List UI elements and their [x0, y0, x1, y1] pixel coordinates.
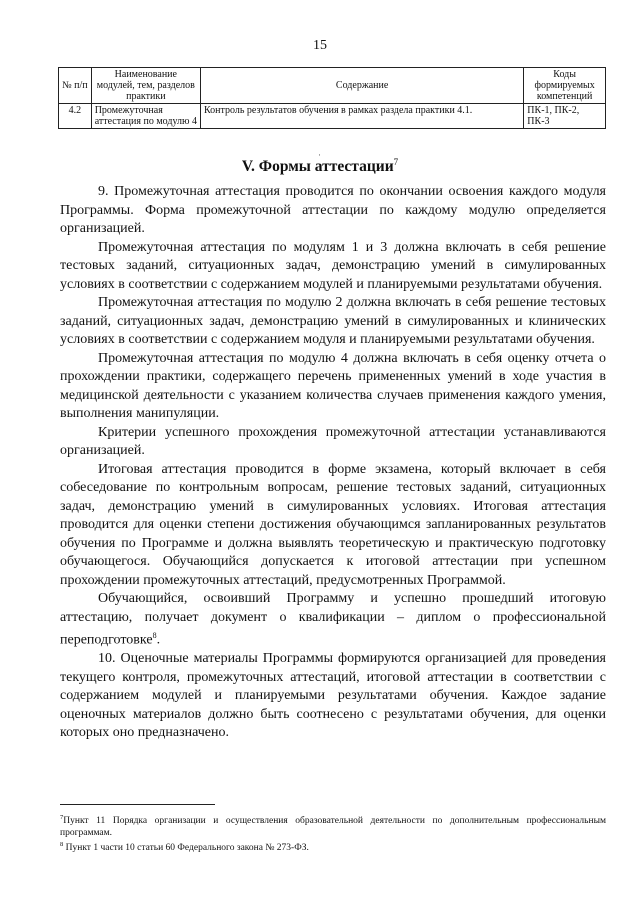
- col-header-module-name: Наименование модулей, тем, разделов практики: [91, 68, 200, 104]
- cell-content: Контроль результатов обучения в рамках раздела практики 4.1.: [200, 104, 523, 129]
- paragraph-module-2: Промежуточная аттестация по модулю 2 должна включать в себя решение тестовых заданий, ситуационных задач, демонстрацию умений в симулированных и клинических условиях в соответствии с содержанием модуля и планируемыми результатами обучения.: [60, 295, 606, 347]
- col-header-content: Содержание: [200, 68, 523, 104]
- paragraph-diploma-text: Обучающийся, освоивший Программу и успешно прошедший итоговую аттестацию, получает документ о квалификации – диплом о профессиональной переподготовке: [60, 591, 606, 648]
- paragraph-criteria: Критерии успешного прохождения промежуточной аттестации устанавливаются организацией.: [60, 424, 606, 458]
- footnote-7: [60, 812, 606, 839]
- paragraph-diploma: [60, 590, 606, 650]
- footnote-text: Пункт 1 части 10 статьи 60 Федерального закона № 273-ФЗ.: [63, 843, 309, 854]
- section-title-text: V. Формы аттестации: [241, 158, 394, 176]
- table-header-row: [59, 68, 606, 104]
- footnote-ref-8: 8: [152, 631, 157, 640]
- paragraph-diploma-end: .: [156, 632, 161, 648]
- footnote-ref-7: 7: [393, 157, 399, 167]
- table-end-mark: ·: [318, 150, 321, 160]
- body-text: [60, 183, 606, 743]
- footnote-separator: [60, 804, 215, 805]
- paragraph-modules-1-3: Промежуточная аттестация по модулям 1 и 3 должна включать в себя решение тестовых заданий, ситуационных задач, демонстрацию умений в симулированных условиях в соответствии с содержанием модулей и планируемыми результатами обучения.: [60, 239, 606, 292]
- cell-module-name: Промежуточная аттестация по модулю 4: [91, 104, 200, 129]
- footnotes: [60, 812, 606, 855]
- footnote-mark: 8: [60, 841, 64, 849]
- cell-competency-codes: ПК-1, ПК-2, ПК-3: [524, 104, 606, 129]
- footnote-text: Пункт 11 Порядка организации и осуществления образовательной деятельности по дополнительным профессиональным программам.: [60, 816, 606, 838]
- paragraph-intermediate-attestation: 9. Промежуточная аттестация проводится по окончании освоения каждого модуля Программы. Форма промежуточной аттестации по каждому модулю определяется организацией.: [60, 184, 606, 236]
- paragraph-assessment-materials: 10. Оценочные материалы Программы формируются организацией для проведения текущего контроля, промежуточных аттестаций, итоговой аттестации в соответствии с содержанием модулей и планируемыми результатами обучения. Каждое задание оценочных материалов должно быть соотнесено с результатами обучения, для оценки которых оно предназначено.: [60, 651, 606, 741]
- page-number: 15: [313, 38, 327, 53]
- col-header-competency-codes: Коды формируемых компетенций: [524, 68, 606, 104]
- table-row: [59, 104, 606, 129]
- paragraph-module-4: Промежуточная аттестация по модулю 4 должна включать в себя оценку отчета о прохождении практики, содержащего перечень примененных умений в ходе участия в медицинской деятельности с указанием количества случаев применения каждого умения, выполнения манипуляции.: [60, 350, 606, 421]
- section-title: [0, 157, 640, 176]
- module-table: [58, 67, 606, 129]
- footnote-mark: 7: [60, 814, 64, 821]
- paragraph-final-attestation: Итоговая аттестация проводится в форме экзамена, который включает в себя собеседование по контрольным вопросам, решение тестовых заданий, ситуационных задач, демонстрацию умений в симулированных условиях. Итоговая аттестация проводится для оценки степени достижения обучающимся запланированных результатов обучения по Программе и должна выявлять теоретическую и практическую подготовку обучающегося. Обучающийся допускается к итоговой аттестации при успешном прохождении промежуточных аттестаций, предусмотренных Программой.: [60, 461, 606, 588]
- cell-number: 4.2: [59, 104, 92, 129]
- footnote-8: [60, 839, 606, 855]
- col-header-number: № п/п: [59, 68, 92, 104]
